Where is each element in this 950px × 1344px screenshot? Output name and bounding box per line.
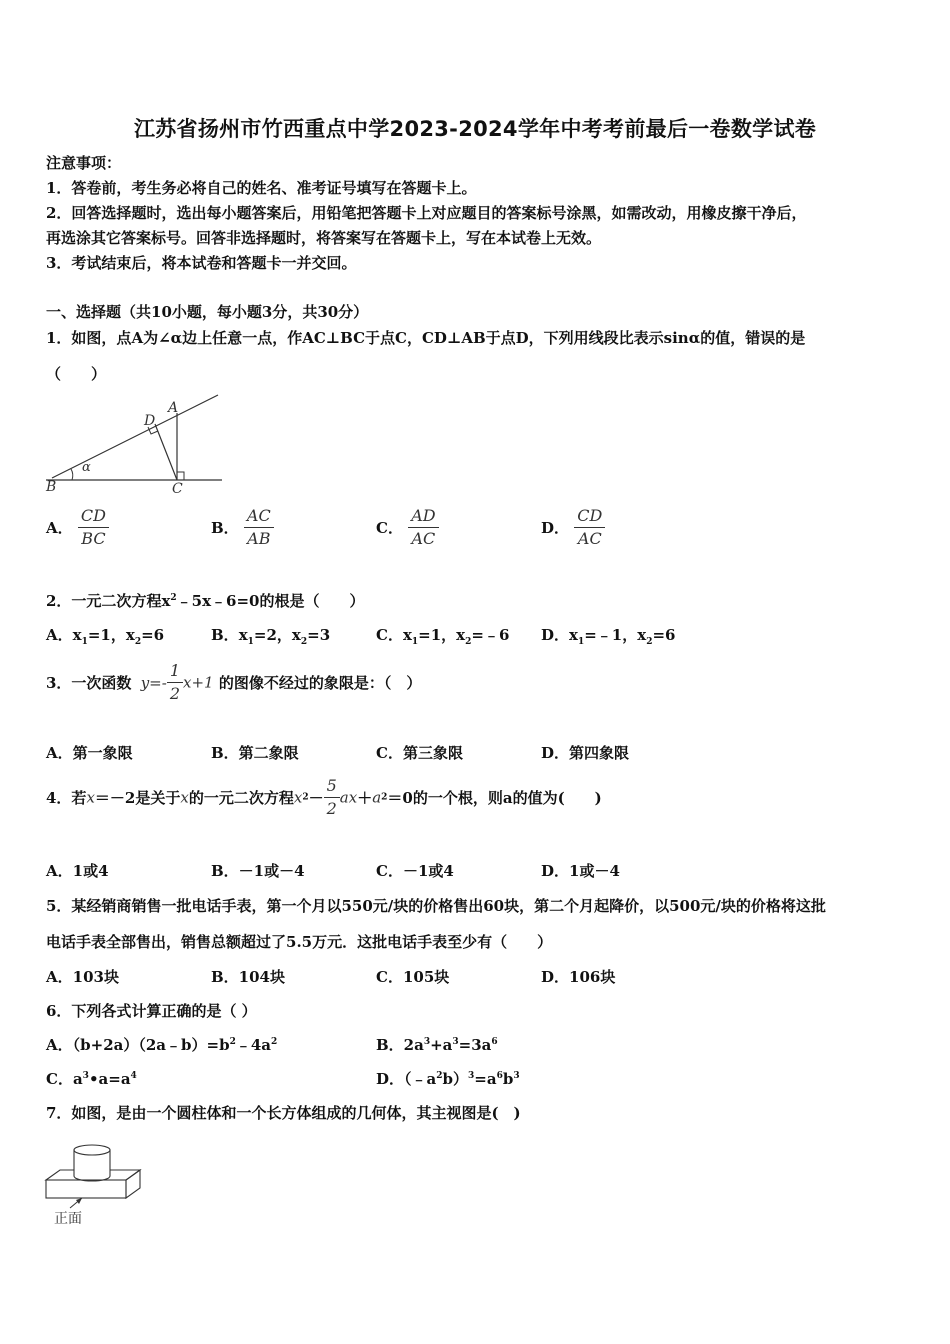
opt-sub: 2 (646, 637, 653, 647)
option-label: D． (541, 626, 570, 644)
q2-option-c[interactable] (376, 624, 509, 647)
q5-option-a[interactable]: A．103块 (46, 968, 119, 986)
opt-sub: 2 (134, 637, 142, 647)
solid-figure (42, 1138, 146, 1230)
q3-eq-left: y=- (140, 673, 167, 692)
q2-option-d[interactable] (541, 624, 675, 647)
opt-part: +a (430, 1036, 453, 1054)
label-d: D (144, 413, 156, 429)
q3-post: 的图像不经过的象限是：（ ） (218, 674, 422, 692)
question-2-text (46, 590, 364, 611)
notice-item: 3．考试结束后，将本试卷和答题卡一并交回。 (46, 254, 357, 272)
opt-sup: 6 (491, 1037, 498, 1047)
opt-part: b） (442, 1070, 468, 1088)
frac-den: AC (577, 529, 602, 548)
opt-sub: 1 (81, 637, 88, 647)
opt-part: =6 (652, 626, 676, 644)
q4-var: ax (339, 788, 358, 807)
q6-option-d[interactable] (376, 1068, 520, 1089)
label-b: B (46, 479, 57, 495)
label-alpha: α (82, 460, 91, 475)
question-1-paren: （ ） (46, 365, 107, 383)
frac-den: AC (411, 529, 436, 548)
q4-option-b[interactable]: B．－1或－4 (211, 862, 305, 880)
q4-part: － (308, 789, 324, 807)
q2-option-a[interactable] (46, 624, 164, 647)
q3-option-d[interactable]: D．第四象限 (541, 744, 630, 762)
q4-part: 的一元二次方程 (188, 789, 294, 807)
q2-post: ﹣5x﹣6=0的根是（ ） (176, 592, 365, 610)
opt-part: C．a (46, 1070, 83, 1088)
opt-part: =2，x (253, 626, 301, 644)
opt-sup: 2 (271, 1037, 278, 1047)
frac-den: BC (81, 529, 106, 548)
opt-sup: 2 (436, 1071, 443, 1081)
question-5-line1: 5．某经销商销售一批电话手表，第一个月以550元/块的价格售出60块，第二个月起降价，以500元/块的价格将这批 (46, 897, 826, 915)
option-label: B． (211, 519, 239, 537)
notice-item: 1．答卷前，考生务必将自己的姓名、准考证号填写在答题卡上。 (46, 179, 477, 197)
frac-num: AD (408, 505, 438, 528)
opt-sup: 3 (423, 1037, 431, 1047)
triangle-figure (44, 392, 224, 496)
section-heading: 一、选择题（共10小题，每小题3分，共30分） (46, 303, 369, 321)
opt-sub: 1 (247, 637, 254, 647)
opt-sup: 4 (130, 1071, 137, 1081)
opt-part: =a (474, 1070, 497, 1088)
opt-part: =1，x (418, 626, 466, 644)
frac-num: 1 (167, 660, 183, 683)
opt-sup: 3 (82, 1071, 89, 1081)
opt-part: =3 (307, 626, 331, 644)
opt-sub: 2 (300, 637, 308, 647)
frac-den: 2 (326, 799, 337, 818)
opt-sup: 3 (468, 1071, 475, 1081)
page-title: 江苏省扬州市竹西重点中学2023-2024学年中考考前最后一卷数学试卷 (133, 117, 817, 141)
q3-option-b[interactable]: B．第二象限 (211, 744, 299, 762)
q4-var: a (372, 788, 382, 807)
q6-option-c[interactable] (46, 1068, 137, 1089)
frac-den: 2 (169, 684, 180, 703)
front-label: 正面 (54, 1211, 82, 1227)
option-label: D． (541, 519, 570, 537)
q4-option-a[interactable]: A．1或4 (46, 862, 109, 880)
notice-item: 再选涂其它答案标号。回答非选择题时，将答案写在答题卡上，写在本试卷上无效。 (46, 229, 602, 247)
opt-part: B．2a (376, 1036, 424, 1054)
frac-num: CD (78, 505, 109, 528)
opt-part: x (238, 626, 248, 644)
q3-pre: 3．一次函数 (46, 674, 132, 692)
question-4-text (46, 775, 602, 820)
q4-option-c[interactable]: C．－1或4 (376, 862, 454, 880)
q1-option-a[interactable] (46, 505, 109, 550)
label-a: A (168, 400, 179, 416)
option-label: C． (376, 626, 403, 644)
opt-part: ﹣4a (235, 1036, 271, 1054)
q5-option-b[interactable]: B．104块 (211, 968, 285, 986)
q3-option-c[interactable]: C．第三象限 (376, 744, 463, 762)
q6-option-a[interactable] (46, 1034, 277, 1055)
q1-option-d[interactable] (541, 505, 605, 550)
q4-part: 4．若 (46, 789, 87, 807)
q4-sup: 2 (302, 792, 309, 803)
opt-sub: 1 (577, 637, 585, 647)
question-1-text: 1．如图，点A为∠α边上任意一点，作AC⊥BC于点C，CD⊥AB于点D，下列用线段比表示sinα的值，错误的是 (46, 329, 806, 347)
question-3-text (46, 660, 421, 705)
option-label: B． (211, 626, 239, 644)
opt-part: =1，x (87, 626, 135, 644)
option-label: A． (46, 519, 73, 537)
opt-part: =6 (141, 626, 165, 644)
opt-part: D．（﹣a (376, 1070, 437, 1088)
q4-var: x (180, 788, 189, 807)
opt-part: x (72, 626, 82, 644)
q4-part: ＋ (357, 789, 373, 807)
option-label: A． (46, 626, 73, 644)
label-c: C (172, 481, 183, 496)
opt-part: =﹣6 (471, 626, 510, 644)
q4-option-d[interactable]: D．1或－4 (541, 862, 620, 880)
q2-pre: 2．一元二次方程x (46, 592, 171, 610)
q5-option-d[interactable]: D．106块 (541, 968, 616, 986)
opt-part: x (569, 626, 578, 644)
frac-num: CD (574, 505, 605, 528)
opt-sup: 6 (496, 1071, 503, 1081)
q3-eq-right: x+1 (183, 673, 214, 692)
notice-heading: 注意事项： (46, 154, 122, 172)
q2-sup: 2 (170, 593, 177, 603)
q4-var: x (86, 788, 95, 807)
opt-part: =3a (458, 1036, 492, 1054)
opt-sub: 2 (465, 637, 472, 647)
opt-part: =﹣1，x (584, 626, 647, 644)
opt-part: x (402, 626, 412, 644)
opt-part: b (502, 1070, 514, 1088)
opt-sup: 2 (229, 1037, 236, 1047)
q6-option-b[interactable] (376, 1034, 498, 1055)
q5-option-c[interactable]: C．105块 (376, 968, 450, 986)
opt-part: A．（b+2a）（2a﹣b）=b (46, 1036, 230, 1054)
notice-item: 2．回答选择题时，选出每小题答案后，用铅笔把答题卡上对应题目的答案标号涂黑，如需改动，用橡皮擦干净后， (46, 204, 807, 222)
opt-sub: 1 (411, 637, 419, 647)
frac-num: AC (244, 505, 274, 528)
q1-option-c[interactable] (376, 505, 439, 550)
option-label: C． (376, 519, 403, 537)
question-6-text: 6．下列各式计算正确的是（ ） (46, 1002, 257, 1020)
question-5-line2: 电话手表全部售出，销售总额超过了5.5万元．这批电话手表至少有（ ） (46, 933, 553, 951)
opt-sup: 3 (452, 1037, 459, 1047)
opt-sup: 3 (513, 1071, 520, 1081)
q4-part: ＝－2是关于 (94, 789, 181, 807)
frac-den: AB (247, 529, 271, 548)
opt-part: •a=a (88, 1070, 131, 1088)
q4-sup: 2 (381, 792, 388, 803)
q3-option-a[interactable]: A．第一象限 (46, 744, 133, 762)
q2-option-b[interactable] (211, 624, 330, 647)
q4-var: x (293, 788, 303, 807)
q4-part: ＝0的一个根，则a的值为( ) (387, 789, 602, 807)
frac-num: 5 (324, 775, 340, 798)
q1-option-b[interactable] (211, 505, 274, 550)
question-7-text: 7．如图，是由一个圆柱体和一个长方体组成的几何体，其主视图是( ) (46, 1104, 521, 1122)
